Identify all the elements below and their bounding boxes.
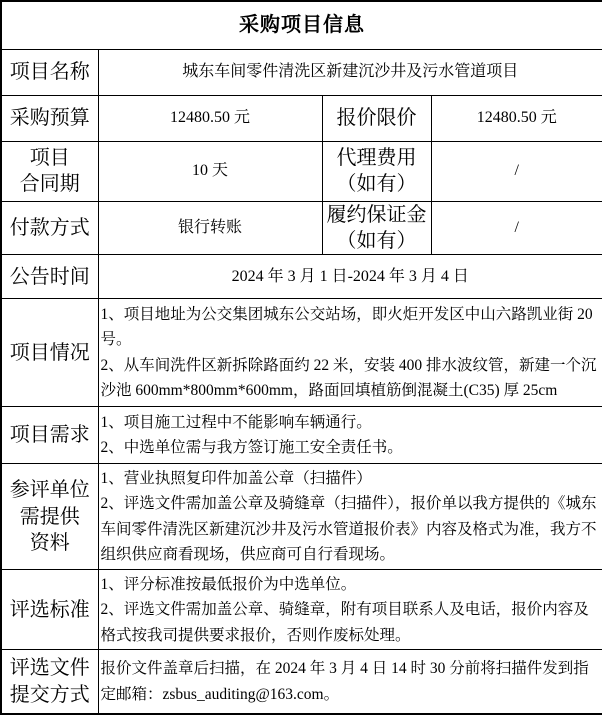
label-line: 提交方式 (9, 683, 90, 706)
participant-materials-content (98, 464, 602, 570)
project-overview-content (98, 299, 602, 407)
content-paragraph: 1、营业执照复印件加盖公章（扫描件） (100, 469, 372, 487)
performance-bond-label (322, 201, 431, 255)
contract-period-value: 10 天 (98, 141, 322, 201)
price-limit-value: 12480.50 元 (431, 95, 602, 141)
budget-value: 12480.50 元 (98, 95, 322, 141)
label-line: （如有） (336, 173, 417, 195)
header-row (1, 1, 602, 49)
row-participant-materials (1, 464, 602, 570)
row-project-name (1, 49, 602, 95)
row-budget (1, 95, 602, 141)
project-name-label: 项目名称 (1, 49, 98, 95)
announcement-time-label: 公告时间 (1, 255, 98, 299)
row-payment-method (1, 201, 602, 255)
row-selection-criteria (1, 570, 602, 650)
content-paragraph: 2、从车间洗件区新拆除路面约 22 米，安装 400 排水波纹管，新建一个沉沙池 600mm*800mm*600mm，路面回填植筋倒混凝土(C35) 厚 25cm (100, 356, 597, 400)
page-title: 采购项目信息 (1, 1, 602, 49)
row-submission-method (1, 650, 602, 714)
content-paragraph: 2、中选单位需与我方签订施工安全责任书。 (100, 439, 403, 457)
project-name-value: 城东车间零件清洗区新建沉沙井及污水管道项目 (98, 49, 602, 95)
submission-method-label (1, 650, 98, 714)
payment-method-label: 付款方式 (1, 201, 98, 255)
row-announcement-time (1, 255, 602, 299)
selection-criteria-label: 评选标准 (1, 570, 98, 650)
label-line: 履约保证金 (326, 203, 427, 226)
content-paragraph: 1、项目地址为公交集团城东公交站场，即火炬开发区中山六路凯业街 20 号。 (100, 305, 593, 349)
label-line: 需提供 (19, 505, 80, 528)
payment-method-value: 银行转账 (98, 201, 322, 255)
project-requirements-label: 项目需求 (1, 407, 98, 464)
project-requirements-content (98, 407, 602, 464)
content-paragraph: 2、评选文件需加盖公章、骑缝章，附有项目联系人及电话，报价内容及格式按我司提供要求报价，否则作废标处理。 (100, 601, 589, 644)
row-project-overview (1, 299, 602, 407)
selection-criteria-content (98, 570, 602, 650)
row-project-requirements (1, 407, 602, 464)
participant-materials-label (1, 464, 98, 570)
row-contract-period (1, 141, 602, 201)
performance-bond-value: / (431, 201, 602, 255)
content-paragraph: 2、评选文件需加盖公章及骑缝章（扫描件），报价单以我方提供的《城东车间零件清洗区新建沉沙井及污水管道报价表》内容及格式为准，我方不组织供应商看现场，供应商可自行看现场。 (100, 495, 597, 564)
content-paragraph: 报价文件盖章后扫描，在 2024 年 3 月 4 日 14 时 30 分前将扫描件发到指定邮箱：zsbus_auditing@163.com。 (100, 660, 589, 703)
agency-fee-value: / (431, 141, 602, 201)
content-paragraph: 1、评分标准按最低报价为中选单位。 (100, 575, 357, 593)
label-line: 合同期 (19, 173, 80, 195)
budget-label: 采购预算 (1, 95, 98, 141)
announcement-time-value: 2024 年 3 月 1 日-2024 年 3 月 4 日 (98, 255, 602, 299)
label-line: （如有） (336, 229, 417, 252)
label-line: 资料 (29, 531, 70, 554)
label-line: 参评单位 (9, 479, 90, 502)
project-overview-label: 项目情况 (1, 299, 98, 407)
label-line: 代理费用 (336, 146, 417, 169)
submission-method-content (98, 650, 602, 714)
label-line: 评选文件 (9, 657, 90, 680)
label-line: 项目 (29, 146, 70, 169)
contract-period-label (1, 141, 98, 201)
agency-fee-label (322, 141, 431, 201)
content-paragraph: 1、项目施工过程中不能影响车辆通行。 (100, 413, 372, 431)
price-limit-label: 报价限价 (322, 95, 431, 141)
